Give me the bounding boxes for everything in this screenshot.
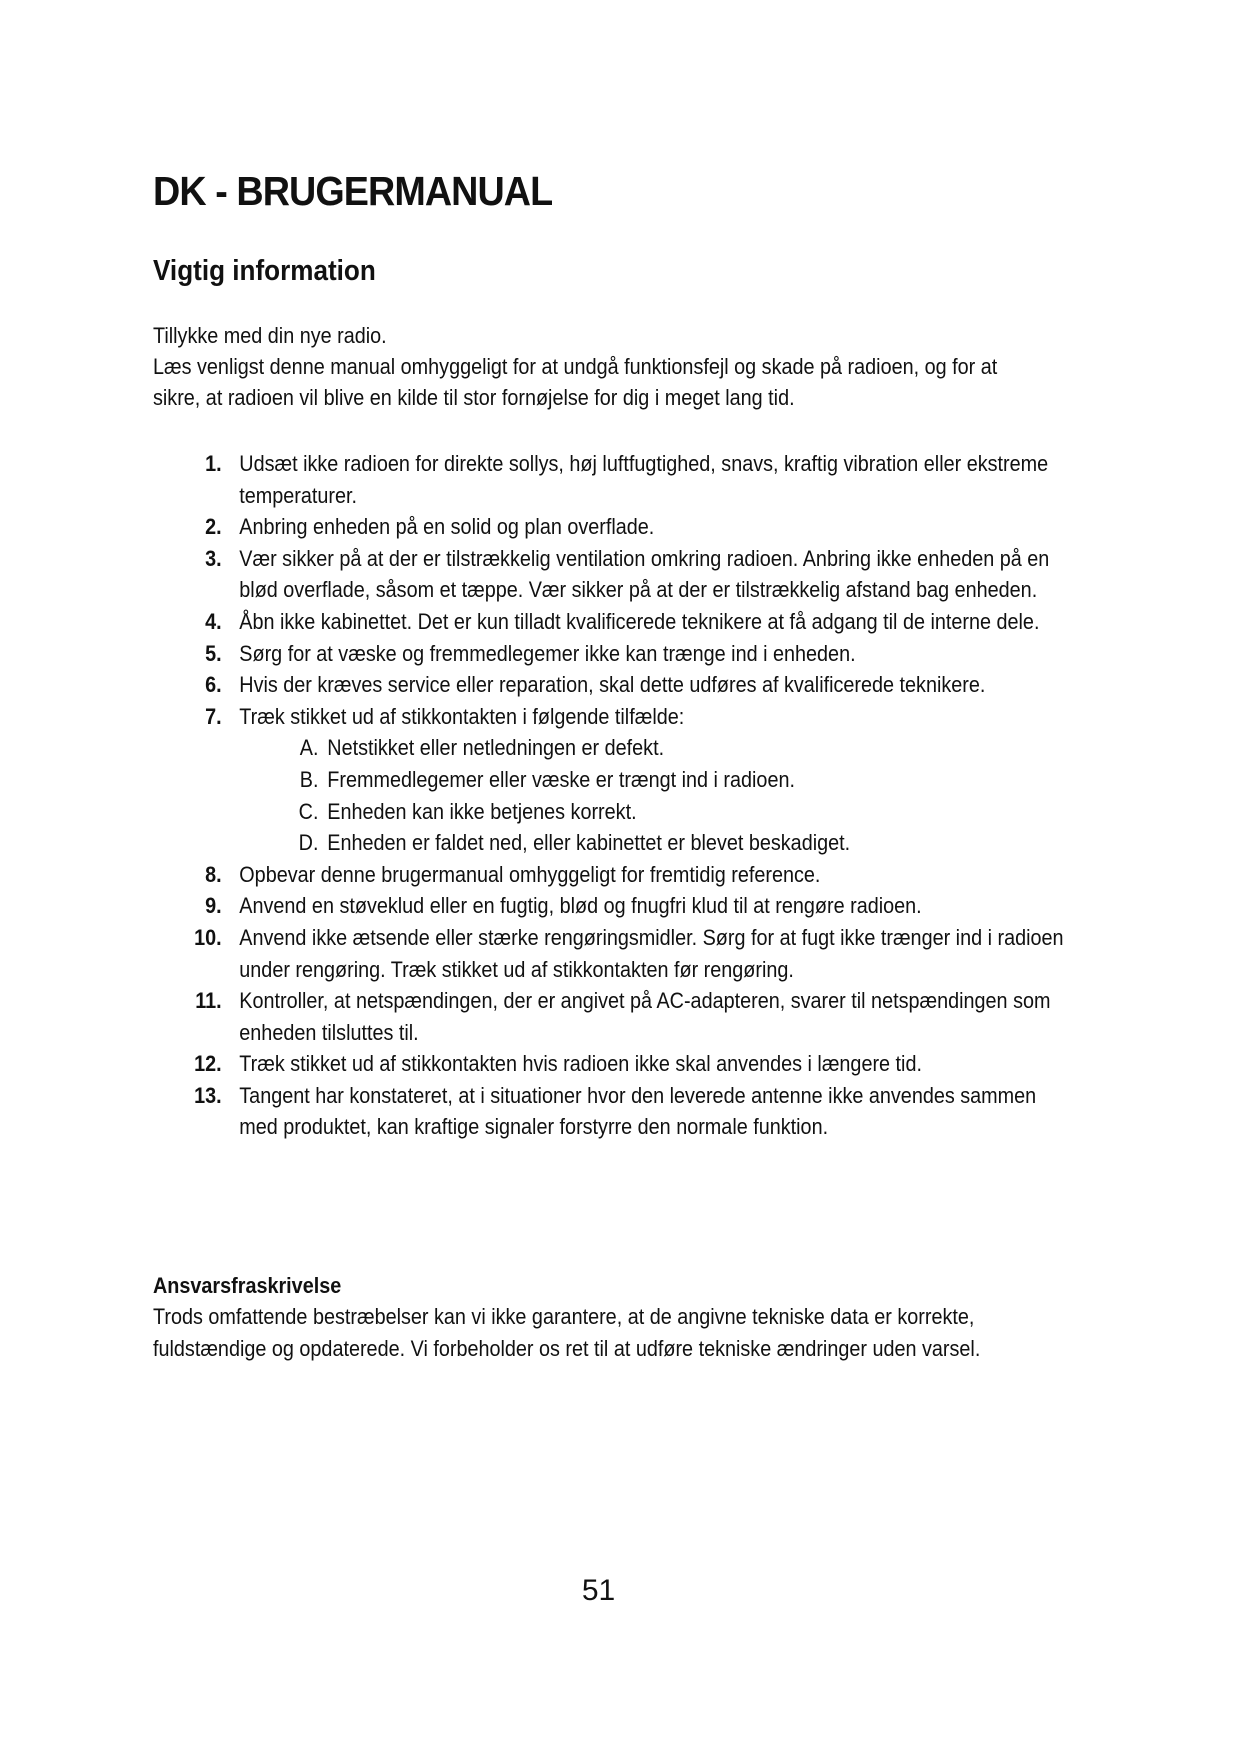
item-text: Træk stikket ud af stikkontakten i følgende tilfælde: <box>239 703 685 729</box>
list-item <box>190 922 1070 985</box>
safety-list <box>190 448 1070 1143</box>
item-text: Opbevar denne brugermanual omhyggeligt for fremtidig reference. <box>239 861 821 887</box>
item-number: 11. <box>195 988 222 1014</box>
item-number: 8. <box>205 861 222 887</box>
item-text: Åbn ikke kabinettet. Det er kun tilladt kvalificerede teknikere at få adgang til de interne dele. <box>239 608 1040 634</box>
item-number: 13. <box>194 1082 222 1108</box>
item-text: Anvend en støveklud eller en fugtig, blød og fnugfri klud til at rengøre radioen. <box>239 893 922 919</box>
sub-list-item <box>283 796 1070 828</box>
item-text: Sørg for at væske og fremmedlegemer ikke kan trænge ind i enheden. <box>239 640 856 666</box>
intro-line: Læs venligst denne manual omhyggeligt for at undgå funktionsfejl og skade på radioen, og for at sikre, at radioen vil blive en kilde til stor fornøjelse for dig i meget lang tid. <box>153 354 998 410</box>
item-number: 6. <box>205 672 222 698</box>
list-item <box>190 890 1070 922</box>
sub-item-letter: C. <box>298 798 319 824</box>
item-number: 9. <box>205 893 222 919</box>
sub-item-text: Fremmedlegemer eller væske er trængt ind i radioen. <box>327 766 795 792</box>
item-number: 10. <box>194 924 222 950</box>
item-number: 7. <box>205 703 222 729</box>
page-number: 51 <box>581 1574 616 1607</box>
sub-item-letter: B. <box>299 766 319 792</box>
list-item <box>190 448 1070 511</box>
list-item <box>190 859 1070 891</box>
item-number: 12. <box>194 1051 222 1077</box>
item-number: 4. <box>205 608 222 634</box>
sub-item-letter: D. <box>298 830 319 856</box>
list-item <box>190 1048 1070 1080</box>
list-item <box>190 701 1070 859</box>
sub-item-text: Netstikket eller netledningen er defekt. <box>327 735 665 761</box>
list-item <box>190 669 1070 701</box>
list-item <box>190 638 1070 670</box>
item-text: Vær sikker på at der er tilstrækkelig ventilation omkring radioen. Anbring ikke enheden på en blød overflade, såsom et tæppe. Vær sikker på at der er tilstrækkelig afstand bag enheden. <box>239 545 1050 603</box>
item-text: Anvend ikke ætsende eller stærke rengøringsmidler. Sørg for at fugt ikke trænger ind i radioen under rengøring. Træk stikket ud af stikkontakten før rengøring. <box>239 924 1064 982</box>
item-text: Træk stikket ud af stikkontakten hvis radioen ikke skal anvendes i længere tid. <box>239 1051 922 1077</box>
item-body <box>239 701 1070 859</box>
list-item <box>190 606 1070 638</box>
sub-list <box>239 732 1070 858</box>
sub-list-item <box>283 827 1070 859</box>
page-title: DK - BRUGERMANUAL <box>153 168 553 214</box>
item-text: Tangent har konstateret, at i situationer hvor den leverede antenne ikke anvendes sammen med produktet, kan kraftige signaler forstyrre den normale funktion. <box>239 1082 1037 1140</box>
list-item <box>190 985 1070 1048</box>
item-text: Udsæt ikke radioen for direkte sollys, høj luftfugtighed, snavs, kraftig vibration eller ekstreme temperaturer. <box>239 451 1049 508</box>
section-title: Vigtig information <box>153 255 376 287</box>
item-number: 2. <box>205 514 222 540</box>
disclaimer-section <box>153 1270 1033 1365</box>
sub-list-item <box>283 764 1070 796</box>
sub-list-item <box>283 732 1070 764</box>
item-number: 5. <box>205 640 222 666</box>
intro-paragraph <box>153 320 1033 413</box>
item-number: 1. <box>205 451 222 476</box>
sub-item-text: Enheden er faldet ned, eller kabinettet er blevet beskadiget. <box>327 830 851 856</box>
sub-item-text: Enheden kan ikke betjenes korrekt. <box>327 798 637 824</box>
list-item <box>190 1080 1070 1143</box>
item-text: Anbring enheden på en solid og plan overflade. <box>239 514 655 540</box>
list-item <box>190 511 1070 543</box>
intro-line: Tillykke med din nye radio. <box>153 323 387 348</box>
disclaimer-text: Trods omfattende bestræbelser kan vi ikke garantere, at de angivne tekniske data er korrekte, fuldstændige og opdaterede. Vi forbeholder os ret til at udføre tekniske ændringer uden varsel. <box>153 1304 981 1361</box>
disclaimer-heading: Ansvarsfraskrivelse <box>153 1273 342 1298</box>
list-item <box>190 543 1070 606</box>
item-number: 3. <box>205 545 222 571</box>
item-text: Hvis der kræves service eller reparation, skal dette udføres af kvalificerede teknikere. <box>239 672 986 698</box>
item-text: Kontroller, at netspændingen, der er angivet på AC-adapteren, svarer til netspændingen som enheden tilsluttes til. <box>239 988 1051 1045</box>
sub-item-letter: A. <box>299 735 319 761</box>
